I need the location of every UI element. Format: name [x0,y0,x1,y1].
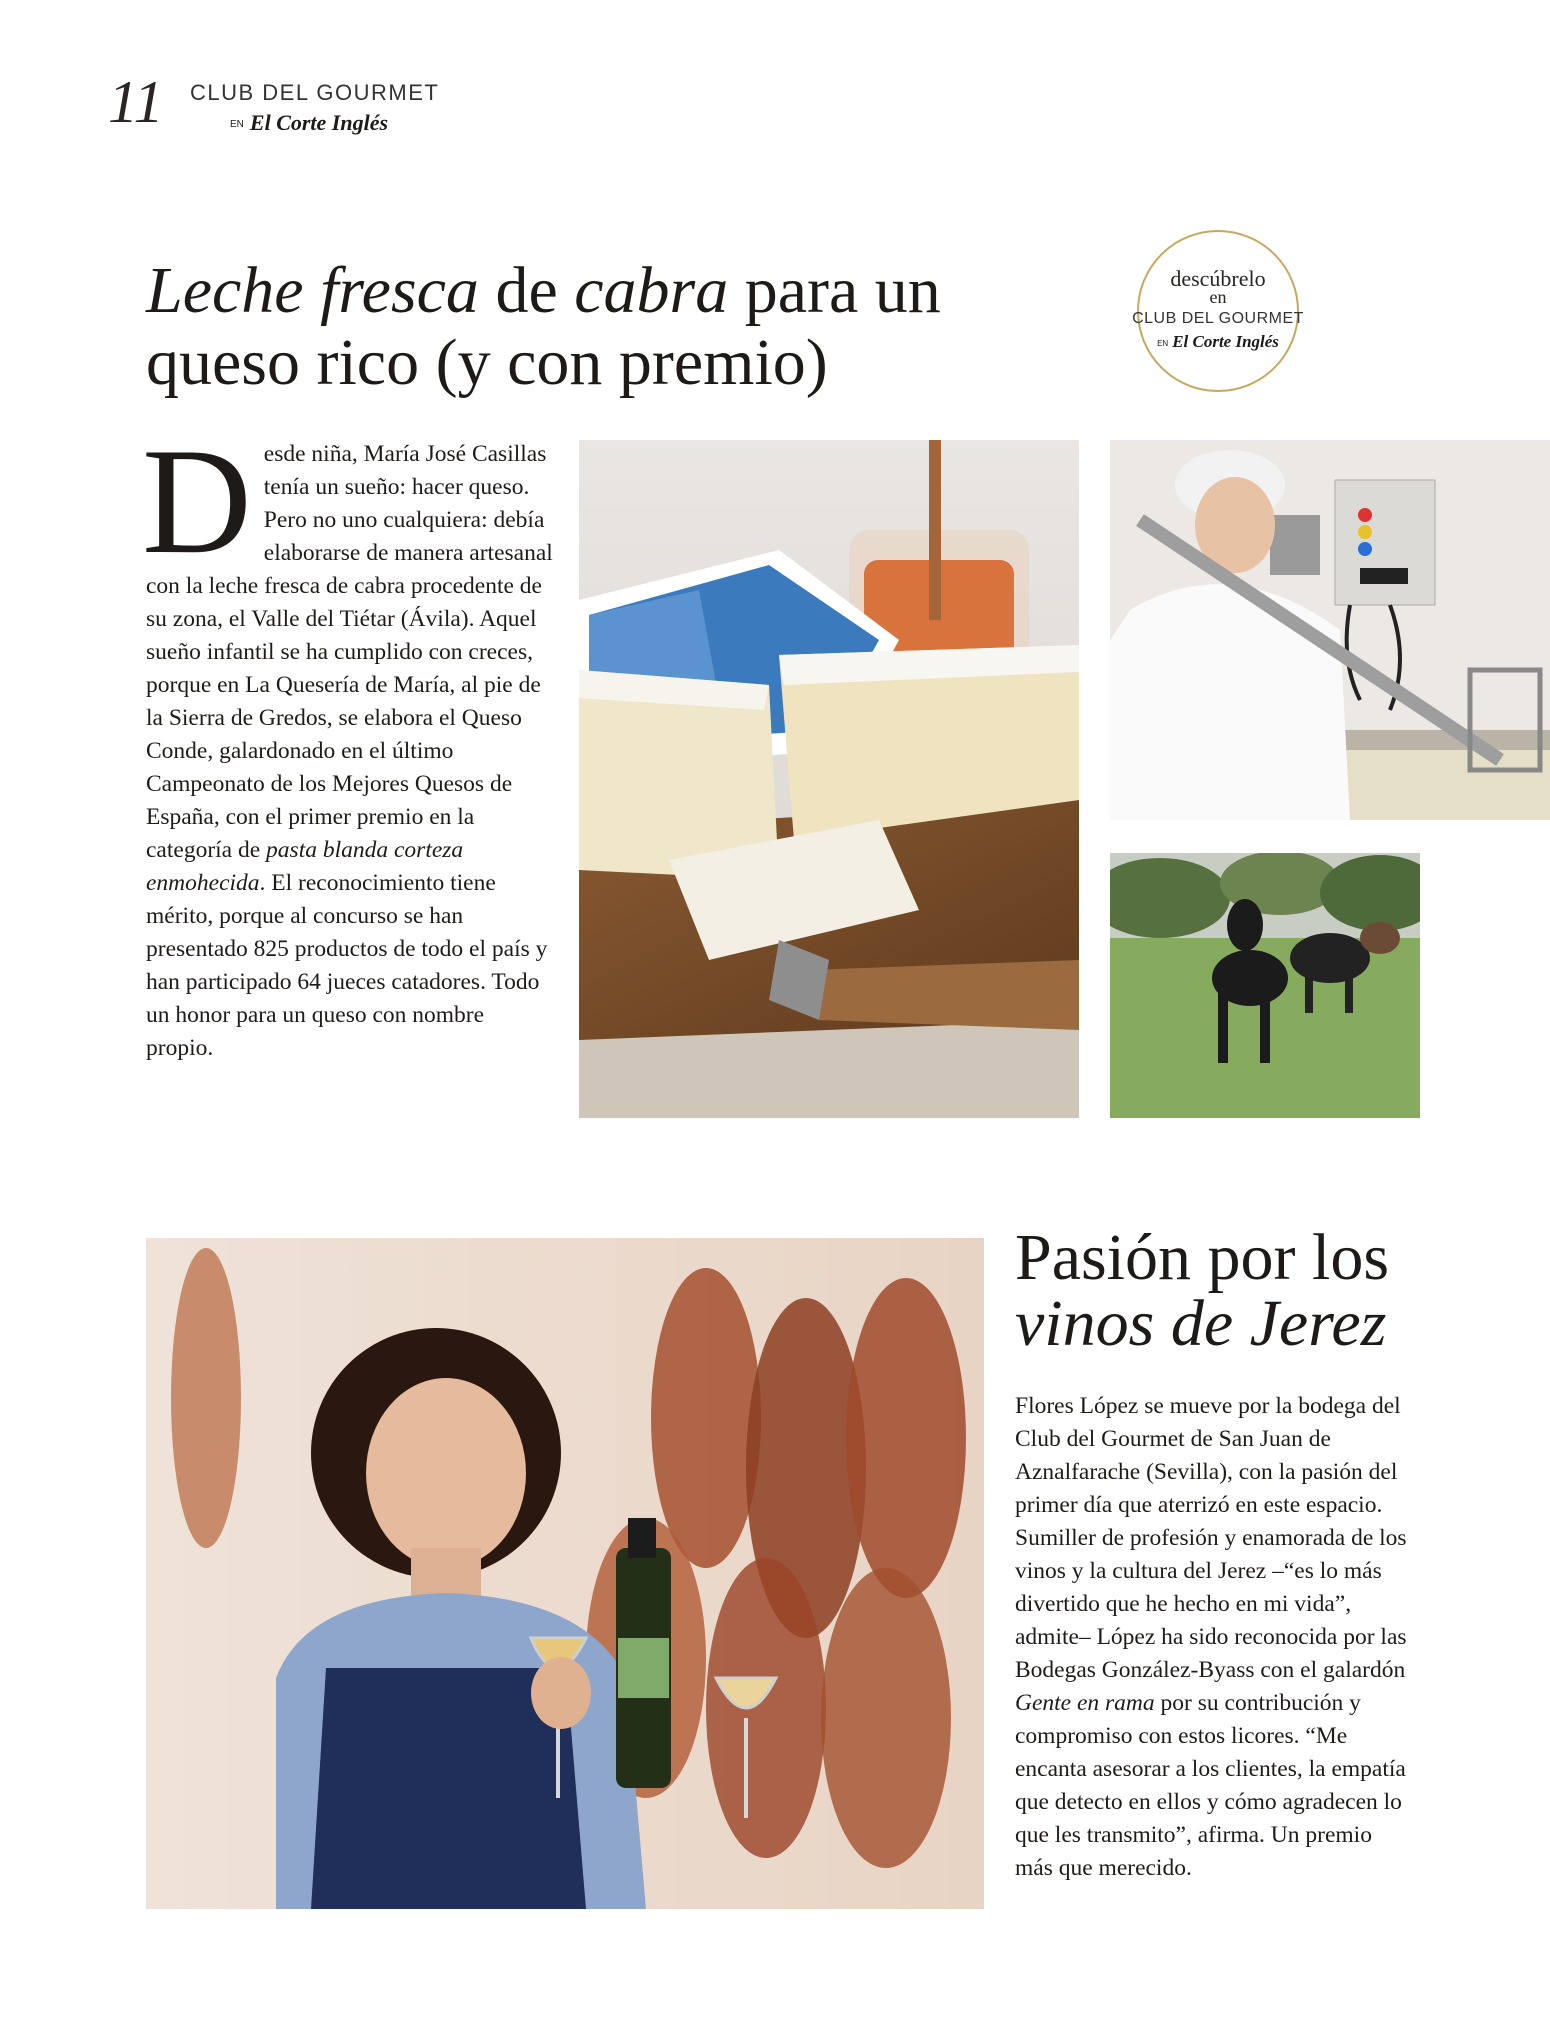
brand-name: CLUB DEL GOURMET [190,80,440,105]
sommelier-photo [146,1238,984,1909]
cheese-photo [579,440,1079,1118]
article2-body-start: Flores López se mueve por la bodega del Club del Gourmet de San Juan de Aznalfarache (Sevilla), con la pasión del primer día que aterrizó en este espacio. Sumiller de profesión y enamorada de los vinos y la cultura del Jerez –“es lo más divertido que he hecho en mi vida”, admite– López ha sido reconocida por las Bodegas González-Byass con el galardón [1015,1393,1407,1683]
article1-title [146,255,1006,399]
article2-body [1015,1390,1410,1885]
badge-line1: descúbrelo [1170,266,1266,291]
article1-body-italic: pasta blanda corteza enmohecida [146,837,464,896]
article1-body [142,417,556,1065]
badge-store: El Corte Inglés [1172,332,1279,351]
page-number: 11 [108,69,164,135]
discover-badge [1132,230,1304,392]
article2-body-italic: Gente en rama [1015,1690,1155,1716]
title2-text: Pasión por los [1015,1221,1390,1294]
brand-en: EN [230,119,244,131]
title-italic-2: cabra [574,254,729,327]
cheesemaker-photo [1110,440,1550,820]
title-italic-1: Leche fresca [146,254,479,327]
badge-line2: en [1209,287,1227,307]
drop-cap: D [142,417,252,585]
brand-logo [230,110,388,136]
title-text-2: para un queso rico (y con premio) [146,254,941,399]
article1-body-end: . El reconocimiento tiene mérito, porque al concurso se han presentado 825 productos de todo el país y han participado 64 jueces catadores. Todo un honor para un queso con nombre propio. [146,870,548,1061]
article2-title [1015,1221,1455,1360]
badge-logo [1139,332,1297,352]
title-text-1: de [478,254,575,327]
title2-italic: vinos de Jerez [1015,1287,1387,1360]
article1-body-start: esde niña, María José Casillas tenía un sueño: hacer queso. Pero no uno cualquiera: debía elaborarse de manera artesanal con la leche fresca de cabra procedente de su zona, el Valle del Tiétar (Ávila). Aquel sueño infantil se ha cumplido con creces, porque en La Quesería de María, al pie de la Sierra de Gredos, se elabora el Queso Conde, galardonado en el último Campeonato de los Mejores Quesos de España, con el primer premio en la categoría de [146,441,553,863]
badge-line3: CLUB DEL GOURMET [1132,310,1304,327]
badge-en: EN [1157,338,1169,348]
goats-photo [1110,853,1420,1118]
article2-body-end: por su contribución y compromiso con estos licores. “Me encanta asesorar a los clientes, la empatía que detecto en ellos y cómo agradecen lo que les transmito”, afirma. Un premio más que merecido. [1015,1690,1406,1881]
brand-store: El Corte Inglés [249,110,389,135]
